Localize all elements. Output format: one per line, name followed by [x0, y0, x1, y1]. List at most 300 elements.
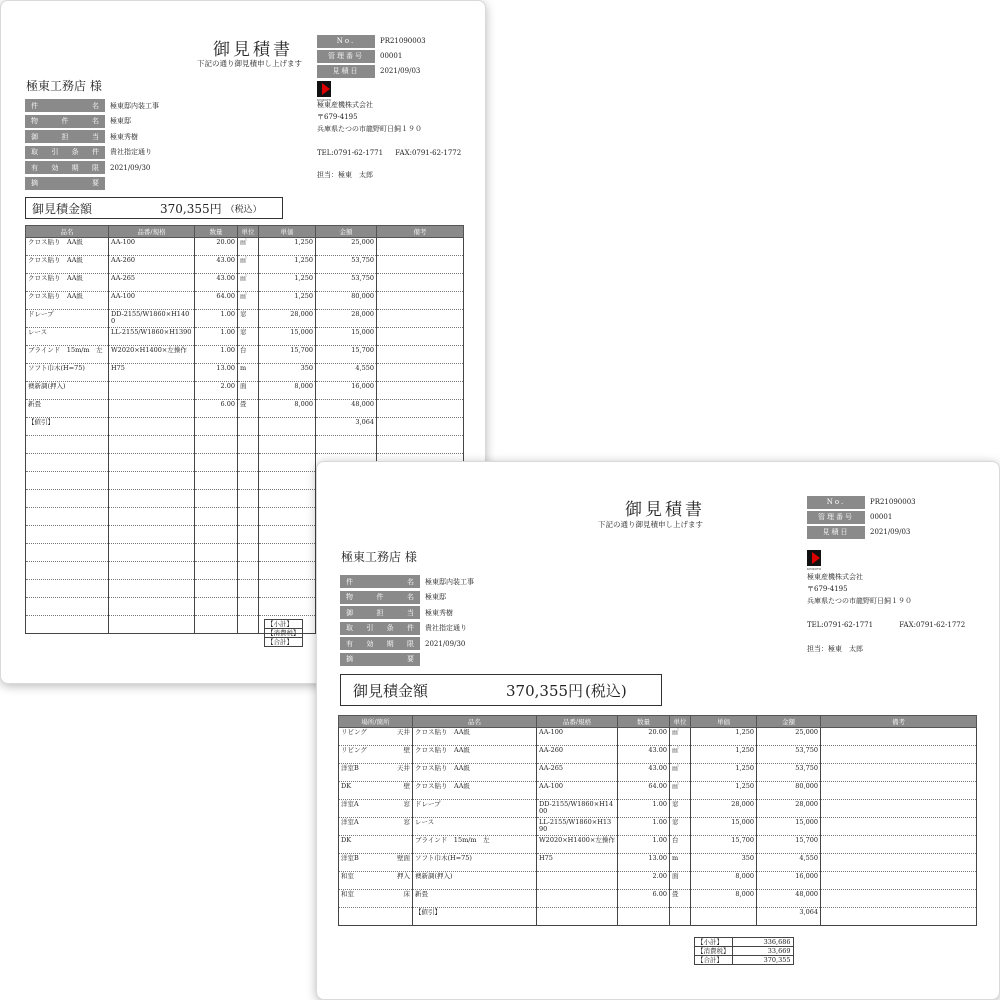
cell-name: クロス貼り AA級 [413, 746, 537, 764]
cell-spec: AA-260 [537, 746, 618, 764]
cell-unit [238, 418, 259, 436]
info-row [340, 621, 467, 636]
info-value: 極東邸 [425, 593, 446, 601]
info-row [25, 114, 131, 129]
estimate-sheet-front [316, 461, 1000, 1000]
meta-label: 管理番号 [317, 50, 375, 63]
info-label-char: 名 [407, 593, 414, 601]
client-name: 極東工務店 様 [26, 79, 102, 93]
info-label-char: 件 [346, 577, 353, 586]
cell-qty: 1.00 [195, 310, 238, 328]
cell-name [26, 526, 109, 544]
cell-spec [109, 382, 195, 400]
cell-note [821, 818, 977, 836]
cell-qty [195, 490, 238, 508]
document-subtitle: 下記の通り御見積申し上げます [598, 520, 703, 529]
info-row [340, 605, 453, 620]
cell-price [259, 436, 316, 454]
company-tel: TEL:0791-62-1771 [317, 149, 384, 157]
logo-tag: KYOKUTO [807, 567, 822, 571]
info-row [340, 652, 425, 667]
cell-spec: LL-2155/W1860×H1390 [537, 818, 618, 836]
cell-name: クロス貼り AA級 [413, 728, 537, 746]
meta-value: PR21090003 [870, 498, 916, 506]
column-header: 品番/規格 [537, 716, 618, 728]
info-label-char: 件 [31, 101, 38, 110]
client-name: 極東工務店 様 [341, 550, 417, 564]
cell-name [26, 562, 109, 580]
cell-qty: 64.00 [195, 292, 238, 310]
meta-value: 2021/09/03 [380, 67, 421, 75]
table-row-empty [26, 436, 464, 454]
cell-spec [109, 490, 195, 508]
cell-price [259, 526, 316, 544]
cell-price: 8,000 [259, 400, 316, 418]
cell-unit: 窓 [238, 310, 259, 328]
cell-price: 15,700 [259, 346, 316, 364]
cell-name [26, 436, 109, 454]
info-value: 極東秀樹 [110, 132, 138, 141]
cell-qty: 1.00 [618, 800, 670, 818]
cell-name [26, 454, 109, 472]
info-value: 2021/09/30 [425, 639, 466, 648]
cell-area [339, 728, 413, 746]
total-amount: 370,355円 [160, 201, 222, 216]
cell-spec: AA-260 [109, 256, 195, 274]
cell-note [821, 908, 977, 926]
totals-value: 370,355 [732, 956, 793, 965]
column-header: 品番/規格 [109, 226, 195, 238]
cell-price: 28,000 [259, 310, 316, 328]
table-row [339, 764, 977, 782]
info-label [25, 115, 105, 128]
cell-spec [537, 890, 618, 908]
info-label-char: 有 [346, 639, 353, 648]
company-zip: 〒679-4195 [317, 113, 358, 121]
area-label [341, 855, 410, 862]
cell-name: ドレープ [26, 310, 109, 328]
cell-amount: 15,000 [757, 818, 821, 836]
cell-name: クロス貼り AA級 [413, 782, 537, 800]
info-label-char: 取 [346, 624, 353, 632]
cell-unit: 面 [238, 382, 259, 400]
cell-area [339, 836, 413, 854]
totals-table [694, 937, 794, 965]
info-label-char: 有 [31, 163, 38, 172]
cell-qty: 6.00 [618, 890, 670, 908]
total-tax-note: (税込) [585, 681, 627, 700]
cell-area [339, 818, 413, 836]
cell-qty: 1.00 [195, 328, 238, 346]
cell-name: 襖新調(押入) [26, 382, 109, 400]
totals-row [695, 947, 794, 956]
cell-unit [238, 562, 259, 580]
meta-label: 見積日 [807, 526, 865, 539]
totals-label: 【小計】 [265, 620, 303, 629]
cell-amount: 53,750 [316, 274, 377, 292]
area-spot: 窓 [403, 818, 410, 826]
cell-spec: DD-2155/W1860×H1400 [109, 310, 195, 328]
cell-unit [238, 616, 259, 634]
cell-spec: W2020×H1400×左操作 [109, 346, 195, 364]
cell-area [339, 800, 413, 818]
cell-note [377, 382, 464, 400]
logo-tag: KYOKUTO [317, 98, 332, 102]
cell-qty: 6.00 [195, 400, 238, 418]
info-label-char: 取 [31, 148, 38, 156]
total-amount: 370,355円 [506, 681, 584, 700]
info-label-char: 担 [61, 132, 69, 141]
cell-price [259, 490, 316, 508]
cell-note [821, 854, 977, 872]
cell-area [339, 782, 413, 800]
cell-qty: 64.00 [618, 782, 670, 800]
cell-price: 1,250 [259, 292, 316, 310]
cell-unit: m [238, 364, 259, 382]
column-header: 備考 [377, 226, 464, 238]
cell-note [821, 764, 977, 782]
info-label-char: 担 [376, 608, 384, 617]
area-spot: 窓 [403, 800, 410, 808]
cell-price [259, 508, 316, 526]
column-header: 単位 [670, 716, 691, 728]
table-row [26, 238, 464, 256]
company-name: 極東産機株式会社 [807, 573, 863, 581]
meta-label: No. [807, 496, 865, 509]
info-label-char: 要 [92, 179, 99, 187]
info-row [25, 176, 110, 191]
total-label: 御見積金額 [353, 681, 429, 700]
cell-price [259, 562, 316, 580]
cell-unit: m [670, 854, 691, 872]
cell-unit [238, 436, 259, 454]
totals-value: 33,669 [732, 947, 793, 956]
cell-spec [109, 508, 195, 526]
cell-qty [195, 418, 238, 436]
document-title: 御見積書 [213, 40, 293, 60]
info-label-char: 限 [406, 639, 414, 648]
items-table [338, 715, 977, 926]
info-label-char: 要 [407, 655, 414, 663]
cell-qty: 43.00 [618, 746, 670, 764]
cell-spec [537, 908, 618, 926]
cell-price: 1,250 [691, 728, 757, 746]
cell-name [26, 508, 109, 526]
info-label-char: 摘 [346, 655, 353, 663]
cell-spec [109, 472, 195, 490]
cell-qty: 20.00 [195, 238, 238, 256]
totals-label: 【合計】 [695, 956, 733, 965]
cell-unit: ㎡ [238, 292, 259, 310]
company-name: 極東産機株式会社 [317, 101, 373, 109]
total-amount-box [340, 674, 662, 706]
info-label-char: 名 [407, 577, 414, 586]
cell-name: クロス貼り AA級 [413, 764, 537, 782]
total-tax-note: （税込） [225, 204, 262, 215]
totals-row [265, 629, 303, 638]
cell-qty: 2.00 [618, 872, 670, 890]
totals-label: 【小計】 [695, 938, 733, 947]
info-label-char: 効 [366, 639, 374, 648]
totals-row [695, 938, 794, 947]
table-row [339, 854, 977, 872]
cell-unit: ㎡ [670, 746, 691, 764]
cell-unit: 台 [238, 346, 259, 364]
info-label-char: 御 [31, 132, 38, 141]
cell-price: 1,250 [691, 764, 757, 782]
info-label [25, 161, 105, 174]
table-row [339, 872, 977, 890]
cell-unit [238, 544, 259, 562]
cell-amount: 3,064 [757, 908, 821, 926]
totals-label: 【消費税】 [265, 629, 303, 638]
cell-unit [238, 598, 259, 616]
area-label [341, 837, 410, 844]
cell-spec [109, 598, 195, 616]
area-label [341, 819, 410, 826]
cell-price [259, 598, 316, 616]
cell-price: 350 [259, 364, 316, 382]
area-spot: 壁 [403, 746, 410, 754]
cell-qty: 43.00 [195, 274, 238, 292]
company-fax: FAX:0791-62-1772 [899, 621, 966, 629]
cell-price: 8,000 [691, 890, 757, 908]
cell-spec: AA-265 [537, 764, 618, 782]
cell-name: クロス貼り AA級 [26, 292, 109, 310]
cell-qty [195, 616, 238, 634]
cell-price [259, 472, 316, 490]
company-address: 兵庫県たつの市龍野町日飼１９０ [317, 125, 422, 133]
area-spot: 床 [403, 890, 410, 898]
cell-price: 1,250 [259, 238, 316, 256]
cell-note [821, 872, 977, 890]
info-value: 極東邸 [110, 117, 131, 125]
cell-unit: 窓 [670, 818, 691, 836]
cell-amount: 48,000 [757, 890, 821, 908]
cell-spec [109, 400, 195, 418]
info-row [340, 590, 446, 605]
cell-amount: 4,550 [316, 364, 377, 382]
info-label-char: 物 [31, 117, 38, 125]
info-row [25, 145, 152, 160]
column-header: 場所/箇所 [339, 716, 413, 728]
info-label [340, 591, 420, 604]
cell-spec: AA-100 [537, 782, 618, 800]
area-room: 和室 [341, 872, 354, 880]
table-row [26, 328, 464, 346]
meta-value: 00001 [380, 52, 403, 60]
column-header: 数量 [195, 226, 238, 238]
cell-name [26, 580, 109, 598]
cell-unit [238, 526, 259, 544]
cell-note [377, 400, 464, 418]
cell-amount: 28,000 [757, 800, 821, 818]
cell-qty [195, 526, 238, 544]
totals-label: 【消費税】 [695, 947, 733, 956]
cell-amount: 3,064 [316, 418, 377, 436]
cell-spec [109, 526, 195, 544]
info-label [25, 130, 105, 143]
company-logo [317, 81, 331, 97]
company-contact: 担当：極東 太郎 [807, 645, 863, 653]
cell-amount: 80,000 [757, 782, 821, 800]
cell-unit [238, 508, 259, 526]
info-label-char: 摘 [31, 179, 38, 187]
cell-unit [238, 454, 259, 472]
column-header: 単位 [238, 226, 259, 238]
cell-note [377, 328, 464, 346]
info-label-char: 効 [51, 163, 59, 172]
cell-note [377, 256, 464, 274]
cell-spec [537, 872, 618, 890]
area-room: リビング [341, 728, 367, 736]
cell-price: 1,250 [691, 746, 757, 764]
cell-unit [238, 472, 259, 490]
cell-qty: 43.00 [195, 256, 238, 274]
cell-unit: 窓 [670, 800, 691, 818]
info-label-char: 件 [61, 117, 69, 125]
cell-area [339, 764, 413, 782]
cell-unit: ㎡ [238, 256, 259, 274]
cell-spec: LL-2155/W1860×H1390 [109, 328, 195, 346]
cell-spec [109, 436, 195, 454]
cell-spec [109, 454, 195, 472]
area-room: リビング [341, 746, 367, 754]
cell-area [339, 746, 413, 764]
cell-unit: 面 [670, 872, 691, 890]
info-row [25, 98, 159, 113]
area-room: 和室 [341, 890, 354, 898]
area-room: 洋室A [341, 818, 359, 826]
cell-qty: 2.00 [195, 382, 238, 400]
area-spot: 天井 [397, 764, 410, 772]
cell-qty [195, 472, 238, 490]
cell-name: クロス貼り AA級 [26, 256, 109, 274]
company-zip: 〒679-4195 [807, 585, 848, 593]
cell-price [259, 418, 316, 436]
info-label [340, 653, 420, 666]
cell-amount: 25,000 [316, 238, 377, 256]
cell-price: 8,000 [259, 382, 316, 400]
info-row [25, 160, 150, 175]
info-label-char: 条 [386, 624, 394, 632]
cell-qty [195, 580, 238, 598]
area-label [341, 873, 410, 880]
totals-row [265, 620, 303, 629]
cell-name [26, 490, 109, 508]
info-label-char: 期 [386, 639, 394, 648]
table-row [26, 274, 464, 292]
cell-note [377, 436, 464, 454]
meta-value: 2021/09/03 [870, 528, 911, 536]
cell-note [377, 238, 464, 256]
table-row [339, 890, 977, 908]
info-label-char: 期 [71, 163, 79, 172]
cell-amount: 4,550 [757, 854, 821, 872]
cell-spec: H75 [537, 854, 618, 872]
cell-note [821, 728, 977, 746]
cell-name: 襖新調(押入) [413, 872, 537, 890]
company-fax: FAX:0791-62-1772 [395, 149, 462, 157]
cell-unit [670, 908, 691, 926]
cell-amount: 15,000 [316, 328, 377, 346]
cell-name [26, 472, 109, 490]
cell-name: クロス貼り AA級 [26, 238, 109, 256]
column-header: 備考 [821, 716, 977, 728]
cell-amount: 25,000 [757, 728, 821, 746]
cell-area [339, 854, 413, 872]
info-label [25, 146, 105, 159]
cell-name [26, 616, 109, 634]
cell-unit [238, 580, 259, 598]
cell-unit: ㎡ [670, 782, 691, 800]
cell-price: 15,000 [691, 818, 757, 836]
cell-name [26, 544, 109, 562]
cell-qty [195, 598, 238, 616]
column-header: 数量 [618, 716, 670, 728]
cell-name: レース [26, 328, 109, 346]
cell-qty: 13.00 [618, 854, 670, 872]
table-row [339, 782, 977, 800]
table-row [339, 800, 977, 818]
cell-amount: 15,700 [757, 836, 821, 854]
company-phone [317, 147, 461, 159]
area-room: 洋室B [341, 764, 359, 772]
info-value: 極東秀樹 [425, 608, 453, 617]
cell-price: 1,250 [691, 782, 757, 800]
info-value: 貴社指定通り [425, 624, 467, 632]
column-header: 金額 [316, 226, 377, 238]
info-label-char: 引 [51, 148, 59, 156]
table-row [339, 728, 977, 746]
cell-area [339, 872, 413, 890]
cell-price [259, 580, 316, 598]
cell-qty [195, 436, 238, 454]
column-header: 品名 [26, 226, 109, 238]
cell-qty [195, 544, 238, 562]
cell-spec: AA-100 [537, 728, 618, 746]
cell-note [821, 800, 977, 818]
cell-note [377, 310, 464, 328]
info-label-char: 当 [92, 132, 99, 141]
cell-spec: W2020×H1400×左操作 [537, 836, 618, 854]
cell-spec: AA-100 [109, 238, 195, 256]
cell-spec [109, 562, 195, 580]
cell-amount: 48,000 [316, 400, 377, 418]
cell-qty [195, 508, 238, 526]
info-label [25, 99, 105, 112]
meta-row [807, 510, 892, 524]
cell-qty [618, 908, 670, 926]
company-info [807, 571, 912, 607]
cell-amount: 53,750 [316, 256, 377, 274]
cell-name: レース [413, 818, 537, 836]
meta-label: 見積日 [317, 65, 375, 78]
cell-note [821, 890, 977, 908]
company-contact: 担当：極東 太郎 [317, 171, 373, 179]
totals-value: 336,686 [732, 938, 793, 947]
info-label-char: 当 [407, 608, 414, 617]
table-row [26, 256, 464, 274]
cell-note [821, 782, 977, 800]
area-spot: 壁面 [397, 854, 410, 862]
cell-name: 【値引】 [26, 418, 109, 436]
cell-unit: ㎡ [670, 728, 691, 746]
column-header: 単価 [259, 226, 316, 238]
cell-unit: 畳 [238, 400, 259, 418]
cell-spec [109, 418, 195, 436]
table-row [26, 382, 464, 400]
